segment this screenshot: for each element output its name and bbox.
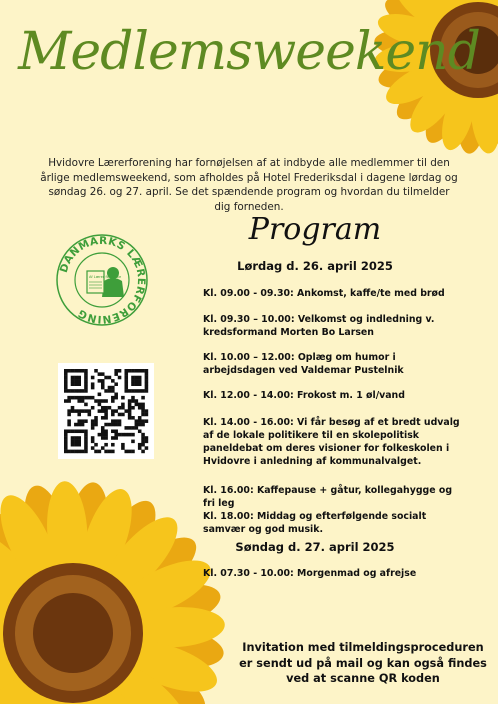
program-heading: Program — [248, 212, 382, 247]
schedule-item: Kl. 18.00: Middag og efterfølgende socialt samvær og god musik. — [203, 511, 427, 535]
footer-invitation-text: Invitation med tilmeldingsproceduren er sendt ud på mail og kan også findes ved at scanne QR koden — [239, 641, 487, 685]
schedule-item: Kl. 09.00 - 09.30: Ankomst, kaffe/te med brød — [203, 288, 445, 299]
schedule-item: Kl. 07.30 - 10.00: Morgenmad og afrejse — [203, 568, 417, 579]
logo-ring-text: DANMARKS LÆRERFORENING — [57, 234, 148, 326]
schedule-item: Kl. 12.00 - 14.00: Frokost m. 1 øl/vand — [203, 390, 405, 401]
logo-book-text: Af Lærer for Skole — [89, 275, 122, 279]
schedule-item: Kl. 14.00 - 16.00: Vi får besøg af et bredt udvalg af de lokale politikere til en skolepolitisk paneldebat om deres visioner for folkeskolen i Hvidovre i anledning af kommunalvalget. — [203, 417, 460, 467]
day-saturday-label: Lørdag d. 26. april 2025 — [237, 259, 393, 273]
schedule-item: Kl. 16.00: Kaffepause + gåtur, kollegahygge og fri leg — [203, 485, 453, 509]
intro-text: Hvidovre Lærerforening har fornøjelsen af at indbyde alle medlemmer til den årlige medlemsweekend, som afholdes på Hotel Frederiksdal i dagene lørdag og søndag 26. og 27. april. Se det spændende program og hvordan du tilmelder dig forneden. — [40, 157, 458, 213]
schedule-item: Kl. 09.30 – 10.00: Velkomst og indledning v. kredsformand Morten Bo Larsen — [203, 314, 435, 338]
qr-code-icon[interactable] — [58, 363, 154, 459]
danmarks-laererforening-logo — [55, 233, 149, 327]
day-sunday-label: Søndag d. 27. april 2025 — [235, 540, 395, 554]
page-title: Medlemsweekend — [18, 22, 480, 82]
schedule-item: Kl. 10.00 – 12.00: Oplæg om humor i arbejdsdagen ved Valdemar Pustelnik — [203, 352, 404, 376]
